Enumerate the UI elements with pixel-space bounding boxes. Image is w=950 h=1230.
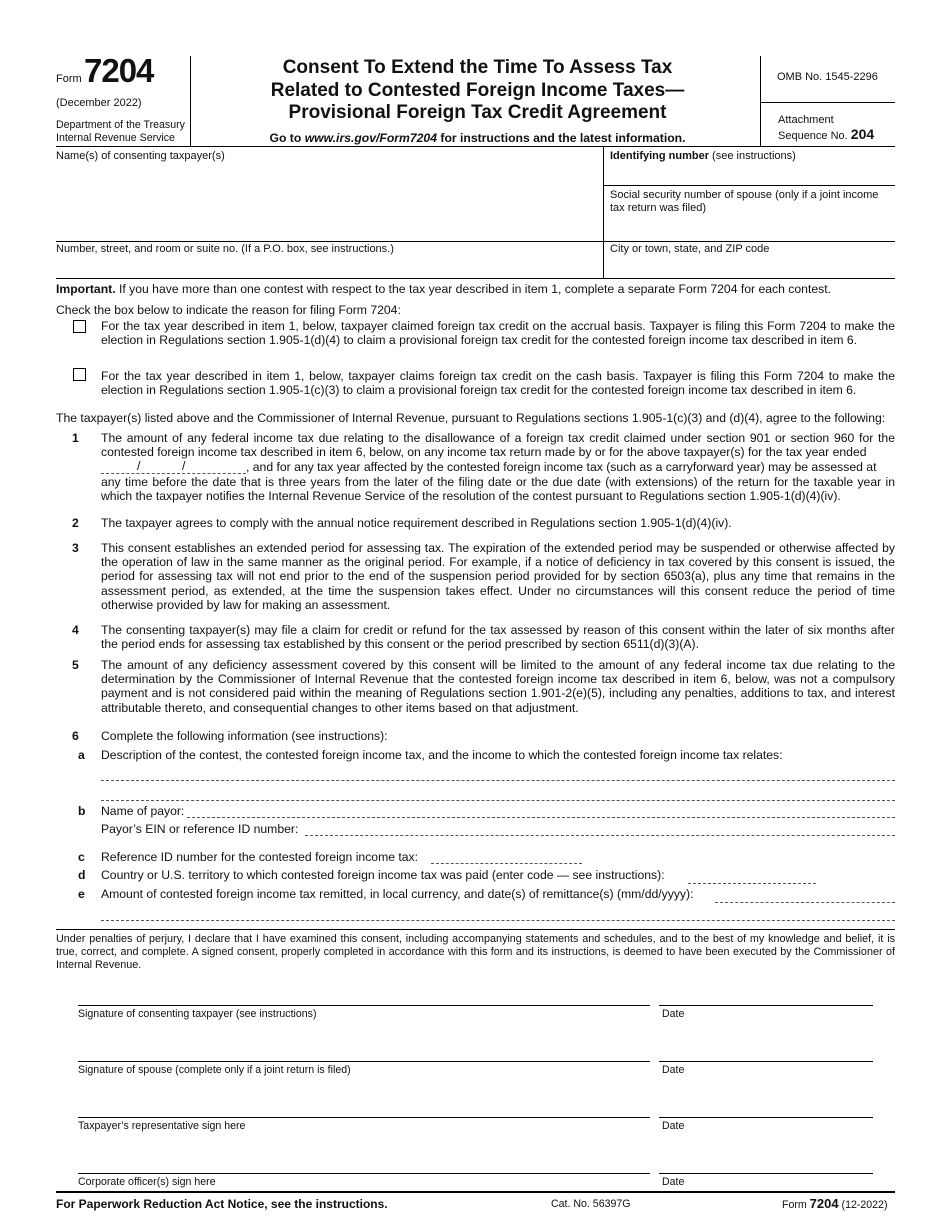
form-word: Form	[56, 73, 82, 85]
item-6-text: Complete the following information (see instructions):	[101, 729, 388, 743]
payor-ein-label: Payor’s EIN or reference ID number:	[101, 822, 299, 836]
info-bottom-rule	[56, 278, 895, 279]
omb-number: OMB No. 1545-2296	[777, 71, 878, 83]
item-5-text: The amount of any deficiency assessment covered by this consent will be limited to the amount of any federal income tax due relating to the determination by the Commissioner of Internal Revenue that the contested foreign income tax described in item 6, below, was not a compulsory payment and is not considered paid within the meaning of Regulations section 1.901-2(e)(5), including any penalties, additions to tax, and interest attributable thereto, and consequential changes to other items based on that adjustment.	[101, 658, 895, 715]
spouse-ssn-label: Social security number of spouse (only if a joint income tax return was filed)	[610, 189, 879, 214]
form-revision: (December 2022)	[56, 97, 142, 109]
info-divider	[603, 146, 604, 278]
id-divider	[603, 185, 895, 186]
important-note: Important. If you have more than one contest with respect to the tax year described in item 1, complete a separate Form 7204 for each contest.	[56, 282, 831, 296]
footer-rule	[56, 1191, 895, 1193]
accrual-basis-text: For the tax year described in item 1, below, taxpayer claimed foreign tax credit on the accrual basis. Taxpayer is filing this Form 7204 to make the election in Regulations section 1.905-1(d)(4) to claim a provisional foreign tax credit for the contested foreign income tax described in item 6.	[101, 319, 895, 348]
form-title: Consent To Extend the Time To Assess Tax Related to Contested Foreign Income Taxes— Provisional Foreign Tax Credit Agreement	[270, 57, 685, 123]
form-number: 7204	[84, 52, 154, 89]
header-divider-right	[760, 56, 761, 146]
perjury-statement: Under penalties of perjury, I declare that I have examined this consent, including accompanying statements and schedules, and to the best of my knowledge and belief, it is true, correct, and complete. A signed consent, properly completed in accordance with this form and its instructions, is deemed to have been executed by the Commissioner of Internal Revenue.	[56, 933, 895, 971]
address-input[interactable]	[58, 257, 598, 275]
city-label: City or town, state, and ZIP code	[610, 243, 770, 255]
tax-year-ended-line	[101, 473, 246, 474]
tax-year-ended-input[interactable]	[101, 458, 246, 473]
dept-treasury: Department of the Treasury	[56, 119, 185, 131]
country-code-input[interactable]	[688, 867, 816, 882]
taxpayer-signature-label: Signature of consenting taxpayer (see instructions)	[78, 1008, 317, 1020]
omb-divider	[760, 102, 895, 103]
contest-description-input-1[interactable]	[101, 765, 895, 780]
sequence-number: 204	[850, 126, 875, 142]
officer-date-label: Date	[662, 1176, 685, 1188]
officer-date-input[interactable]	[660, 1154, 872, 1172]
spouse-ssn-input[interactable]	[610, 216, 890, 238]
name-label: Name(s) of consenting taxpayer(s)	[56, 150, 225, 162]
item-4-text: The consenting taxpayer(s) may file a claim for credit or refund for the tax assessed by reason of this consent within the later of six months after the period ends for assessing tax established by this consent or the period prescribed by section 6511(d)(3)(A).	[101, 623, 895, 652]
reference-id-input[interactable]	[431, 848, 582, 863]
spouse-signature-label: Signature of spouse (complete only if a joint return is filed)	[78, 1064, 351, 1076]
attachment-label: Attachment	[778, 114, 834, 126]
representative-date-label: Date	[662, 1120, 685, 1132]
address-label: Number, street, and room or suite no. (If a P.O. box, see instructions.)	[56, 243, 394, 255]
cash-basis-checkbox[interactable]	[73, 368, 86, 381]
spouse-date-label: Date	[662, 1064, 685, 1076]
identifying-number-label: Identifying number (see instructions)	[610, 150, 796, 162]
item-3-text: This consent establishes an extended period for assessing tax. The expiration of the extended period may be suspended or otherwise affected by the operation of law in the same manner as the original period. For example, if a notice of deficiency in tax covered by this consent is issued, the period for assessing tax will not end prior to the end of the suspension period provided for by section 6503(a), plus any time that remains in the assessment period, as extended, at the time the suspension takes effect. Under no circumstances will this consent reduce the period of time otherwise provided by law for making an assessment.	[101, 541, 895, 612]
taxpayer-date-label: Date	[662, 1008, 685, 1020]
irs-url-link[interactable]: www.irs.gov/Form7204	[304, 131, 437, 145]
amount-remitted-input-2[interactable]	[101, 905, 895, 920]
sequence-label: Sequence No. 204	[778, 126, 875, 142]
payor-name-input[interactable]	[187, 802, 895, 817]
taxpayer-date-input[interactable]	[660, 986, 872, 1004]
amount-remitted-input[interactable]	[715, 886, 895, 901]
address-top-rule	[56, 241, 895, 242]
perjury-rule	[56, 929, 895, 930]
name-input[interactable]	[58, 170, 598, 230]
amount-remitted-label: Amount of contested foreign income tax remitted, in local currency, and date(s) of remittance(s) (mm/dd/yyyy):	[101, 887, 694, 901]
agreement-intro: The taxpayer(s) listed above and the Commissioner of Internal Revenue, pursuant to Regulations sections 1.905-1(c)(3) and (d)(4), agree to the following:	[56, 411, 886, 425]
spouse-date-input[interactable]	[660, 1042, 872, 1060]
cash-basis-text: For the tax year described in item 1, below, taxpayer claims foreign tax credit on the cash basis. Taxpayer is filing this Form 7204 to make the election in Regulations section 1.905-1(c)(3) to claim a provisional foreign tax credit for the contested foreign income tax described in item 6.	[101, 369, 895, 398]
item-2-text: The taxpayer agrees to comply with the annual notice requirement described in Regulations section 1.905-1(d)(4)(iv).	[101, 516, 732, 530]
spouse-signature-input[interactable]	[78, 1042, 648, 1060]
representative-signature-input[interactable]	[78, 1098, 648, 1116]
accrual-basis-checkbox[interactable]	[73, 320, 86, 333]
footer-form-id: Form 7204 (12-2022)	[782, 1196, 888, 1211]
header-divider-left	[190, 56, 191, 146]
representative-date-input[interactable]	[660, 1098, 872, 1116]
paperwork-notice: For Paperwork Reduction Act Notice, see the instructions.	[56, 1197, 388, 1211]
officer-signature-label: Corporate officer(s) sign here	[78, 1176, 216, 1188]
item-1-text-end: any time before the date that is three years from the later of the filing date or the due date (with extensions) of the return for the taxable year in which the taxpayer notifies the Internal Revenue Service of the resolution of the contest pursuant to Regulations section 1.905-1(d)(4)(iv).	[101, 475, 895, 504]
representative-signature-label: Taxpayer’s representative sign here	[78, 1120, 246, 1132]
payor-name-label: Name of payor:	[101, 804, 185, 818]
item-1-text: The amount of any federal income tax due relating to the disallowance of a foreign tax credit claimed under section 901 or section 960 for the contested foreign income tax described in item 6, below, on any income tax return made by or for the above taxpayer(s) for the tax year ended	[101, 431, 895, 460]
instructions-link-line: Go to www.irs.gov/Form7204 for instructions and the latest information.	[269, 131, 686, 145]
catalog-number: Cat. No. 56397G	[551, 1198, 631, 1210]
payor-ein-input[interactable]	[305, 820, 895, 835]
officer-signature-input[interactable]	[78, 1154, 648, 1172]
reason-intro: Check the box below to indicate the reason for filing Form 7204:	[56, 303, 401, 317]
irs-name: Internal Revenue Service	[56, 132, 175, 144]
contest-description-input-2[interactable]	[101, 785, 895, 800]
item-6a-text: Description of the contest, the contested foreign income tax, and the income to which the contested foreign income tax relates:	[101, 748, 783, 762]
item-1-text-cont: , and for any tax year affected by the contested foreign income tax (such as a carryforward year) may be assessed at	[246, 460, 877, 474]
city-input[interactable]	[610, 257, 890, 275]
reference-id-label: Reference ID number for the contested foreign income tax:	[101, 850, 419, 864]
country-label: Country or U.S. territory to which contested foreign income tax was paid (enter code — see instructions):	[101, 868, 665, 882]
identifying-number-input[interactable]	[610, 164, 890, 182]
taxpayer-signature-input[interactable]	[78, 986, 648, 1004]
header-bottom-rule	[56, 146, 895, 147]
